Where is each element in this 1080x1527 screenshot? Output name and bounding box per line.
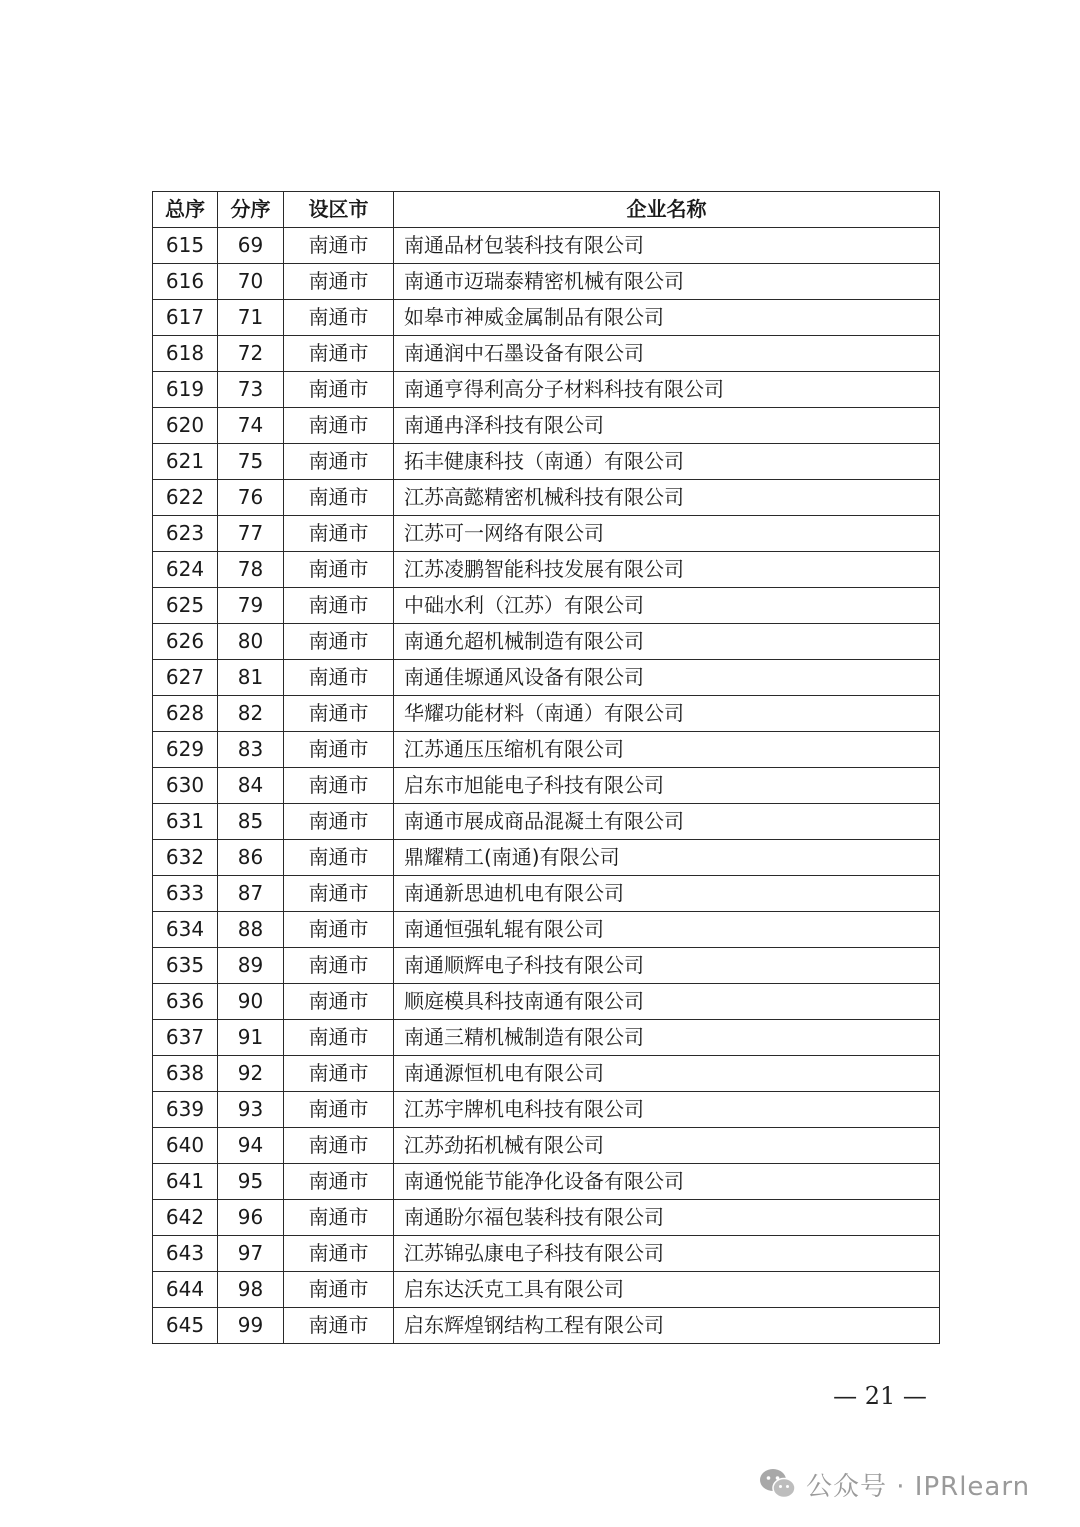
- cell-city: 南通市: [284, 1236, 394, 1272]
- cell-company-name: 启东市旭能电子科技有限公司: [394, 768, 940, 804]
- cell-company-name: 启东达沃克工具有限公司: [394, 1272, 940, 1308]
- table-row: [153, 1020, 940, 1056]
- cell-company-name: 南通顺辉电子科技有限公司: [394, 948, 940, 984]
- cell-total-index: 622: [153, 480, 218, 516]
- header-sub-index: 分序: [218, 192, 284, 228]
- cell-sub-index: 75: [218, 444, 284, 480]
- company-table-container: [152, 191, 939, 1344]
- table-row: [153, 1092, 940, 1128]
- table-row: [153, 588, 940, 624]
- cell-total-index: 632: [153, 840, 218, 876]
- cell-total-index: 640: [153, 1128, 218, 1164]
- table-row: [153, 660, 940, 696]
- cell-total-index: 629: [153, 732, 218, 768]
- cell-sub-index: 72: [218, 336, 284, 372]
- cell-total-index: 638: [153, 1056, 218, 1092]
- cell-total-index: 615: [153, 228, 218, 264]
- cell-city: 南通市: [284, 876, 394, 912]
- cell-company-name: 如皋市神威金属制品有限公司: [394, 300, 940, 336]
- cell-sub-index: 70: [218, 264, 284, 300]
- table-row: [153, 984, 940, 1020]
- table-row: [153, 444, 940, 480]
- cell-sub-index: 85: [218, 804, 284, 840]
- cell-sub-index: 78: [218, 552, 284, 588]
- cell-total-index: 623: [153, 516, 218, 552]
- table-row: [153, 1200, 940, 1236]
- cell-total-index: 626: [153, 624, 218, 660]
- cell-sub-index: 92: [218, 1056, 284, 1092]
- cell-company-name: 南通品材包装科技有限公司: [394, 228, 940, 264]
- cell-total-index: 619: [153, 372, 218, 408]
- watermark: [758, 1462, 1030, 1506]
- cell-company-name: 南通悦能节能净化设备有限公司: [394, 1164, 940, 1200]
- cell-company-name: 南通市展成商品混凝土有限公司: [394, 804, 940, 840]
- cell-sub-index: 97: [218, 1236, 284, 1272]
- table-row: [153, 1164, 940, 1200]
- cell-total-index: 642: [153, 1200, 218, 1236]
- cell-total-index: 620: [153, 408, 218, 444]
- table-row: [153, 552, 940, 588]
- watermark-text: 公众号 · IPRlearn: [806, 1471, 1031, 1502]
- table-row: [153, 300, 940, 336]
- cell-sub-index: 77: [218, 516, 284, 552]
- cell-total-index: 634: [153, 912, 218, 948]
- cell-company-name: 江苏宇牌机电科技有限公司: [394, 1092, 940, 1128]
- cell-company-name: 南通市迈瑞泰精密机械有限公司: [394, 264, 940, 300]
- cell-city: 南通市: [284, 1128, 394, 1164]
- cell-total-index: 635: [153, 948, 218, 984]
- cell-city: 南通市: [284, 444, 394, 480]
- table-row: [153, 1236, 940, 1272]
- cell-sub-index: 83: [218, 732, 284, 768]
- cell-sub-index: 80: [218, 624, 284, 660]
- table-row: [153, 1272, 940, 1308]
- cell-city: 南通市: [284, 984, 394, 1020]
- table-row: [153, 912, 940, 948]
- cell-total-index: 631: [153, 804, 218, 840]
- cell-sub-index: 88: [218, 912, 284, 948]
- cell-city: 南通市: [284, 840, 394, 876]
- cell-total-index: 644: [153, 1272, 218, 1308]
- cell-company-name: 江苏劲拓机械有限公司: [394, 1128, 940, 1164]
- cell-sub-index: 91: [218, 1020, 284, 1056]
- cell-sub-index: 76: [218, 480, 284, 516]
- header-total-index: 总序: [153, 192, 218, 228]
- table-row: [153, 1308, 940, 1344]
- cell-city: 南通市: [284, 624, 394, 660]
- cell-company-name: 南通佳塬通风设备有限公司: [394, 660, 940, 696]
- cell-company-name: 南通恒强轧辊有限公司: [394, 912, 940, 948]
- cell-sub-index: 93: [218, 1092, 284, 1128]
- cell-city: 南通市: [284, 264, 394, 300]
- cell-city: 南通市: [284, 480, 394, 516]
- cell-sub-index: 71: [218, 300, 284, 336]
- cell-company-name: 江苏凌鹏智能科技发展有限公司: [394, 552, 940, 588]
- page-number: — 21 —: [833, 1382, 927, 1410]
- table-row: [153, 336, 940, 372]
- cell-city: 南通市: [284, 804, 394, 840]
- cell-city: 南通市: [284, 1200, 394, 1236]
- cell-total-index: 627: [153, 660, 218, 696]
- cell-total-index: 637: [153, 1020, 218, 1056]
- cell-total-index: 633: [153, 876, 218, 912]
- cell-sub-index: 73: [218, 372, 284, 408]
- cell-total-index: 624: [153, 552, 218, 588]
- table-row: [153, 408, 940, 444]
- cell-sub-index: 89: [218, 948, 284, 984]
- cell-company-name: 江苏锦弘康电子科技有限公司: [394, 1236, 940, 1272]
- cell-city: 南通市: [284, 912, 394, 948]
- cell-city: 南通市: [284, 1164, 394, 1200]
- header-company-name: 企业名称: [394, 192, 940, 228]
- cell-city: 南通市: [284, 300, 394, 336]
- cell-sub-index: 84: [218, 768, 284, 804]
- cell-city: 南通市: [284, 1020, 394, 1056]
- cell-city: 南通市: [284, 408, 394, 444]
- cell-sub-index: 69: [218, 228, 284, 264]
- cell-city: 南通市: [284, 372, 394, 408]
- table-row: [153, 768, 940, 804]
- table-row: [153, 732, 940, 768]
- cell-total-index: 625: [153, 588, 218, 624]
- table-row: [153, 948, 940, 984]
- table-row: [153, 696, 940, 732]
- cell-total-index: 639: [153, 1092, 218, 1128]
- cell-total-index: 641: [153, 1164, 218, 1200]
- cell-total-index: 617: [153, 300, 218, 336]
- cell-company-name: 中础水利（江苏）有限公司: [394, 588, 940, 624]
- table-header-row: [153, 192, 940, 228]
- cell-company-name: 江苏高懿精密机械科技有限公司: [394, 480, 940, 516]
- cell-company-name: 南通冉泽科技有限公司: [394, 408, 940, 444]
- cell-sub-index: 96: [218, 1200, 284, 1236]
- table-row: [153, 516, 940, 552]
- cell-sub-index: 74: [218, 408, 284, 444]
- cell-sub-index: 99: [218, 1308, 284, 1344]
- cell-company-name: 南通亨得利高分子材料科技有限公司: [394, 372, 940, 408]
- cell-city: 南通市: [284, 768, 394, 804]
- cell-city: 南通市: [284, 552, 394, 588]
- table-row: [153, 480, 940, 516]
- cell-total-index: 616: [153, 264, 218, 300]
- cell-company-name: 南通允超机械制造有限公司: [394, 624, 940, 660]
- table-row: [153, 840, 940, 876]
- table-row: [153, 1056, 940, 1092]
- cell-total-index: 628: [153, 696, 218, 732]
- cell-city: 南通市: [284, 516, 394, 552]
- cell-total-index: 618: [153, 336, 218, 372]
- table-body: [153, 228, 940, 1344]
- cell-total-index: 643: [153, 1236, 218, 1272]
- cell-city: 南通市: [284, 228, 394, 264]
- cell-company-name: 江苏通压压缩机有限公司: [394, 732, 940, 768]
- cell-city: 南通市: [284, 336, 394, 372]
- table-row: [153, 1128, 940, 1164]
- table-row: [153, 804, 940, 840]
- cell-city: 南通市: [284, 660, 394, 696]
- cell-company-name: 拓丰健康科技（南通）有限公司: [394, 444, 940, 480]
- cell-city: 南通市: [284, 1308, 394, 1344]
- cell-total-index: 630: [153, 768, 218, 804]
- cell-sub-index: 86: [218, 840, 284, 876]
- cell-sub-index: 82: [218, 696, 284, 732]
- cell-sub-index: 94: [218, 1128, 284, 1164]
- cell-sub-index: 98: [218, 1272, 284, 1308]
- table-row: [153, 372, 940, 408]
- cell-city: 南通市: [284, 1092, 394, 1128]
- cell-total-index: 621: [153, 444, 218, 480]
- header-city: 设区市: [284, 192, 394, 228]
- table-row: [153, 264, 940, 300]
- cell-city: 南通市: [284, 948, 394, 984]
- cell-total-index: 636: [153, 984, 218, 1020]
- cell-company-name: 江苏可一网络有限公司: [394, 516, 940, 552]
- cell-company-name: 华耀功能材料（南通）有限公司: [394, 696, 940, 732]
- cell-company-name: 鼎耀精工(南通)有限公司: [394, 840, 940, 876]
- cell-company-name: 启东辉煌钢结构工程有限公司: [394, 1308, 940, 1344]
- cell-sub-index: 81: [218, 660, 284, 696]
- company-table: [152, 191, 940, 1344]
- cell-sub-index: 95: [218, 1164, 284, 1200]
- cell-city: 南通市: [284, 1272, 394, 1308]
- cell-company-name: 南通润中石墨设备有限公司: [394, 336, 940, 372]
- cell-sub-index: 90: [218, 984, 284, 1020]
- cell-total-index: 645: [153, 1308, 218, 1344]
- table-row: [153, 624, 940, 660]
- wechat-icon: [758, 1467, 798, 1501]
- cell-company-name: 南通源恒机电有限公司: [394, 1056, 940, 1092]
- cell-city: 南通市: [284, 1056, 394, 1092]
- cell-sub-index: 79: [218, 588, 284, 624]
- cell-city: 南通市: [284, 732, 394, 768]
- cell-company-name: 南通新思迪机电有限公司: [394, 876, 940, 912]
- cell-city: 南通市: [284, 696, 394, 732]
- table-row: [153, 228, 940, 264]
- cell-company-name: 南通盼尔福包装科技有限公司: [394, 1200, 940, 1236]
- table-row: [153, 876, 940, 912]
- cell-company-name: 南通三精机械制造有限公司: [394, 1020, 940, 1056]
- cell-city: 南通市: [284, 588, 394, 624]
- cell-company-name: 顺庭模具科技南通有限公司: [394, 984, 940, 1020]
- cell-sub-index: 87: [218, 876, 284, 912]
